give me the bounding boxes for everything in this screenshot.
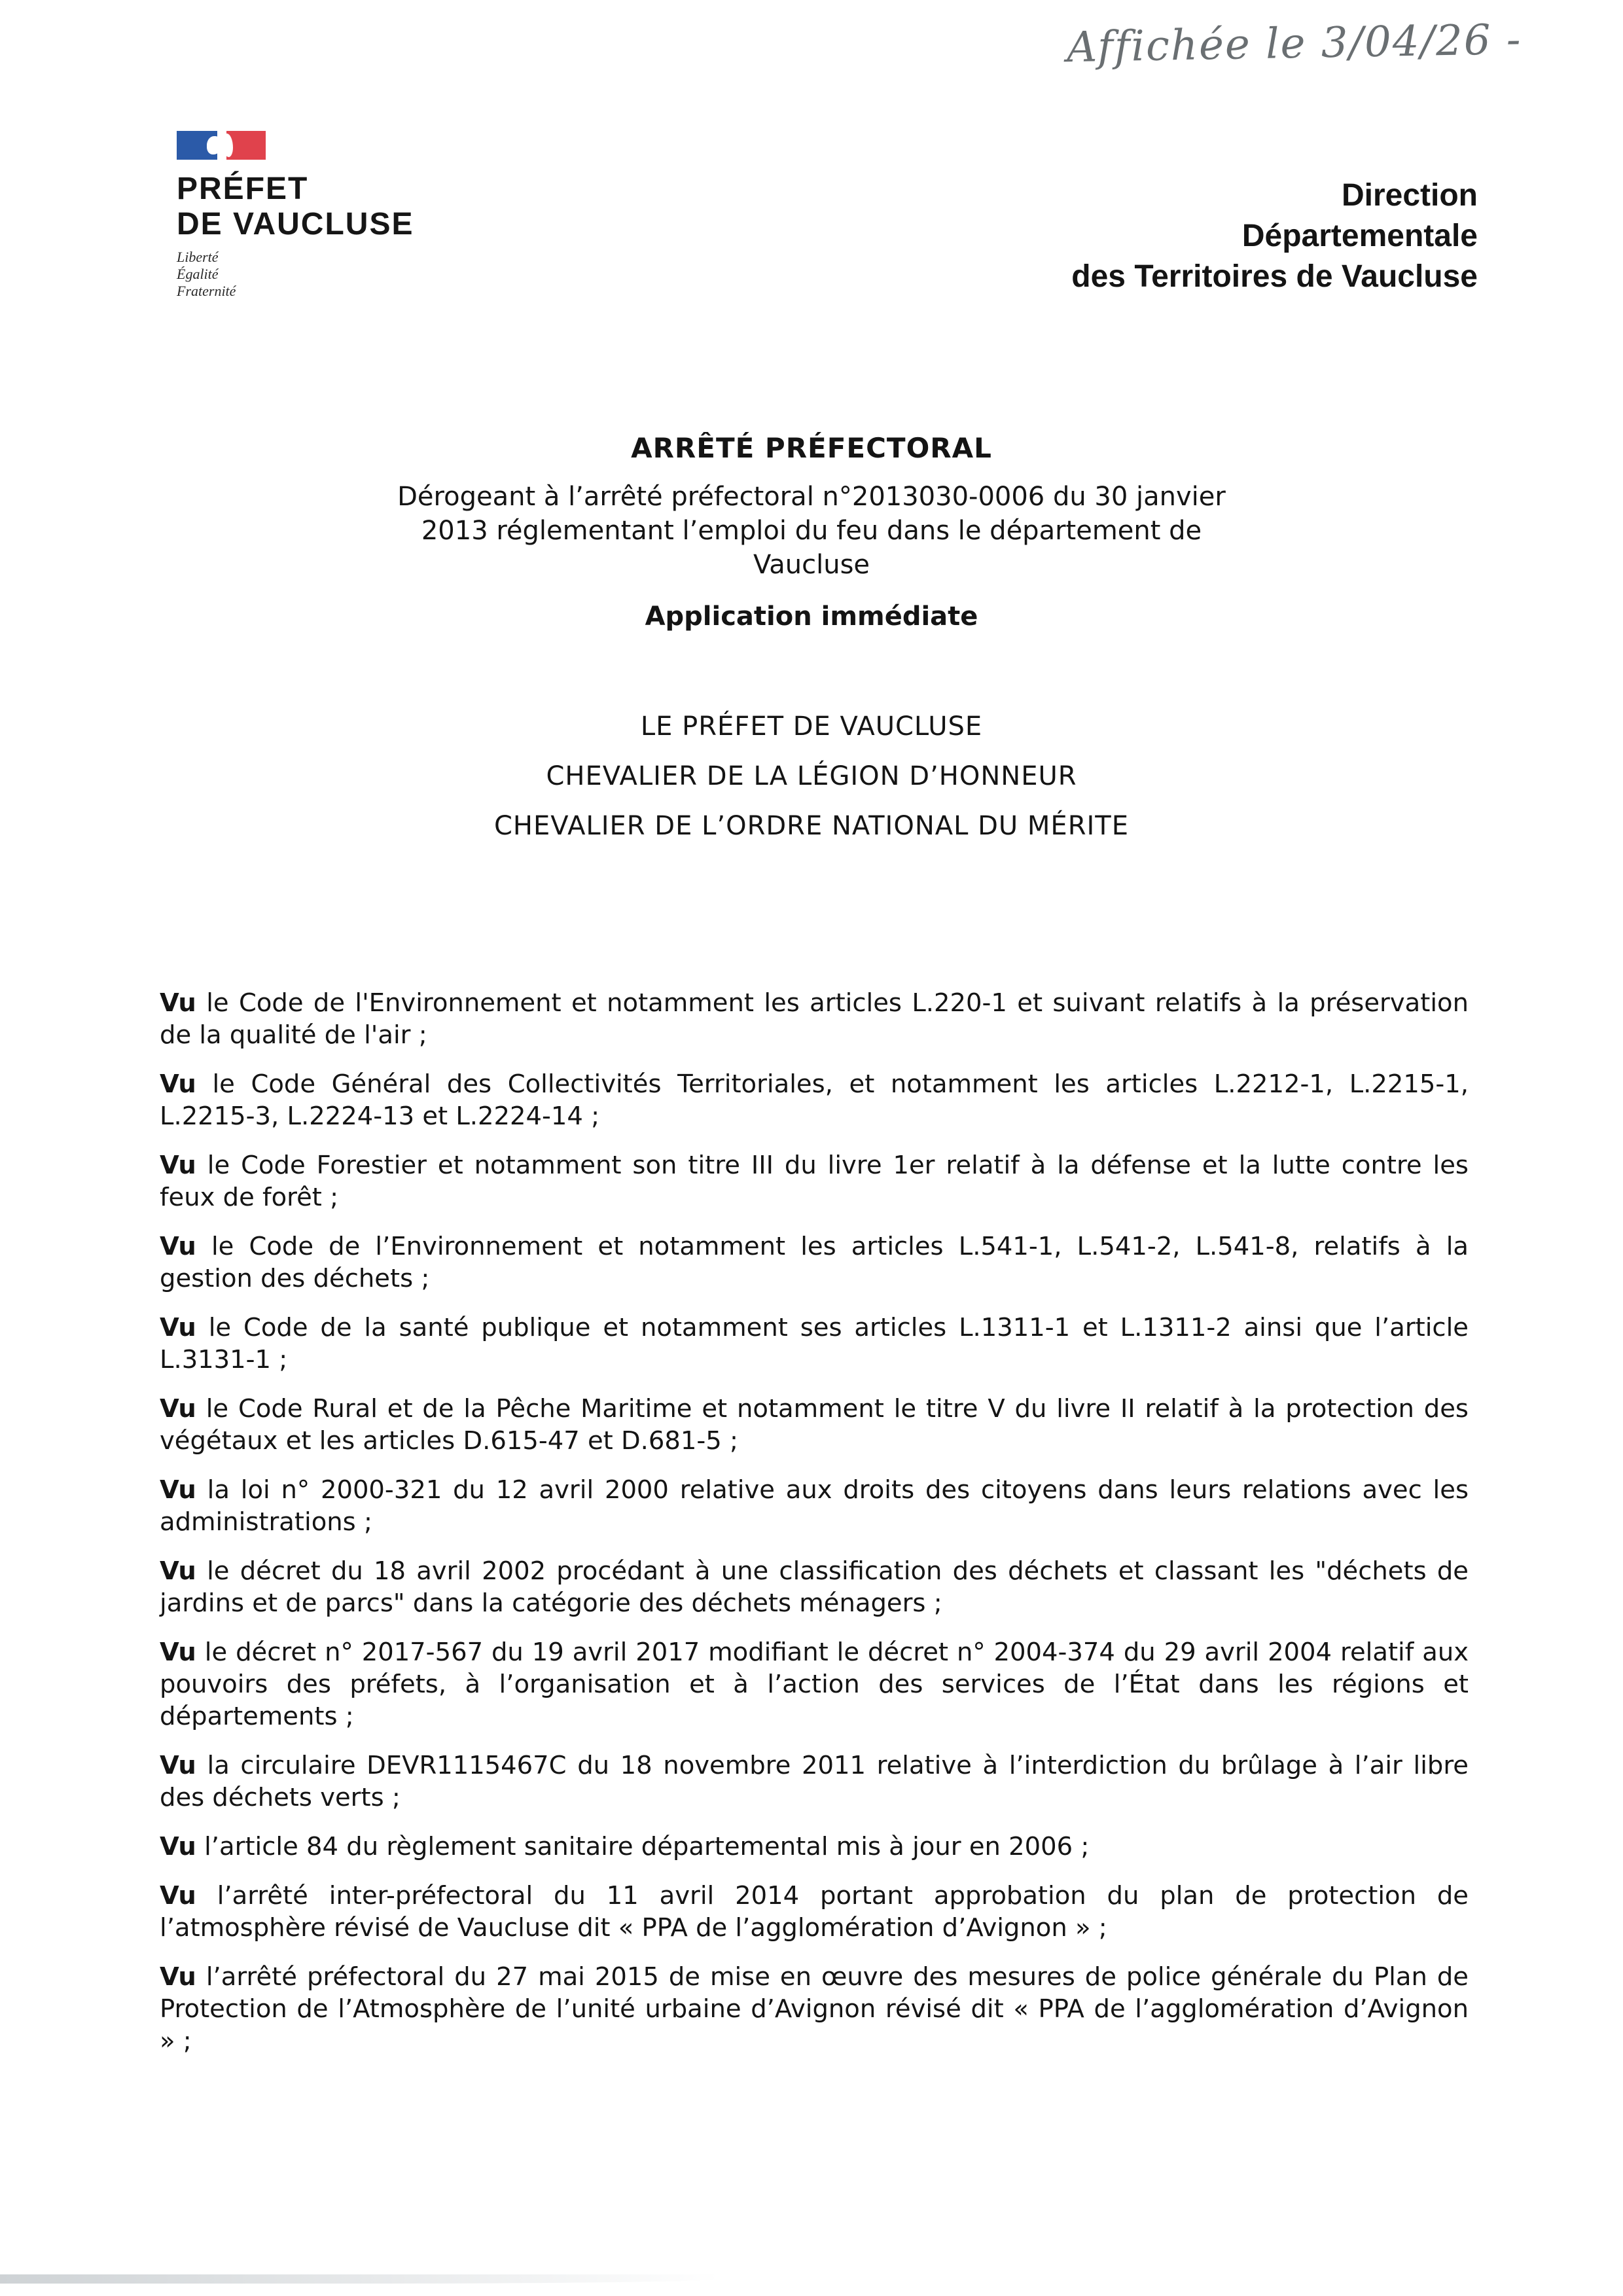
- french-flag-icon: [177, 131, 268, 160]
- prefect-titles: [0, 702, 1623, 851]
- visa-item: [160, 1068, 1469, 1132]
- visa-item: [160, 1474, 1469, 1538]
- handwritten-posting-note: Affichée le 3/04/26 -: [1066, 15, 1523, 73]
- visa-prefix: Vu: [160, 1394, 196, 1424]
- visa-text: la circulaire DEVR1115467C du 18 novembre 2011 relative à l’interdiction du brûlage à l’air libre des déchets verts ;: [160, 1751, 1469, 1812]
- visa-item: [160, 1149, 1469, 1213]
- visa-item: [160, 1636, 1469, 1732]
- visa-text: l’arrêté inter-préfectoral du 11 avril 2014 portant approbation du plan de protection de l’atmosphère révisé de Vaucluse dit « PPA de l’agglomération d’Avignon » ;: [160, 1881, 1469, 1943]
- visa-prefix: Vu: [160, 1475, 196, 1505]
- visa-text: le Code de l’Environnement et notamment les articles L.541-1, L.541-2, L.541-8, relatifs à la gestion des déchets ;: [160, 1232, 1469, 1293]
- direction-line3: des Territoires de Vaucluse: [1071, 259, 1478, 294]
- republic-motto: [177, 249, 414, 300]
- visa-prefix: Vu: [160, 1962, 196, 1992]
- motto-egalite: Égalité: [177, 266, 219, 282]
- visa-text: l’arrêté préfectoral du 27 mai 2015 de mise en œuvre des mesures de police générale du Plan de Protection de l’Atmosphère de l’unité urbaine d’Avignon révisé dit « PPA de l’agglomération d’Avignon » ;: [160, 1962, 1469, 2056]
- visa-prefix: Vu: [160, 1556, 196, 1586]
- visa-prefix: Vu: [160, 1232, 196, 1261]
- visa-text: l’article 84 du règlement sanitaire départemental mis à jour en 2006 ;: [204, 1832, 1090, 1861]
- prefect-line2: CHEVALIER DE LA LÉGION D’HONNEUR: [546, 761, 1077, 791]
- visa-item: [160, 1749, 1469, 1814]
- visa-item: [160, 1555, 1469, 1619]
- visa-text: le décret n° 2017-567 du 19 avril 2017 modifiant le décret n° 2004-374 du 29 avril 2004 relatif aux pouvoirs des préfets, à l’organisation et à l’action des services de l’État dans les régions et départements ;: [160, 1638, 1469, 1731]
- motto-fraternite: Fraternité: [177, 283, 236, 299]
- visa-prefix: Vu: [160, 1638, 196, 1667]
- logo-title-line1: PRÉFET: [177, 171, 309, 206]
- flag-blue-band: [177, 131, 217, 160]
- logo-title: [177, 171, 414, 242]
- visa-text: le Code Rural et de la Pêche Maritime et notamment le titre V du livre II relatif à la protection des végétaux et les articles D.615-47 et D.681-5 ;: [160, 1394, 1469, 1456]
- visa-text: la loi n° 2000-321 du 12 avril 2000 relative aux droits des citoyens dans leurs relations avec les administrations ;: [160, 1475, 1469, 1537]
- visa-prefix: Vu: [160, 1751, 196, 1780]
- prefect-line1: LE PRÉFET DE VAUCLUSE: [640, 711, 983, 742]
- visa-prefix: Vu: [160, 1881, 196, 1910]
- visa-prefix: Vu: [160, 988, 196, 1018]
- visa-text: le décret du 18 avril 2002 procédant à une classification des déchets et classant les "déchets de jardins et de parcs" dans la catégorie des déchets ménagers ;: [160, 1556, 1469, 1618]
- visa-item: [160, 987, 1469, 1051]
- visa-text: le Code Forestier et notamment son titre III du livre 1er relatif à la défense et la lutte contre les feux de forêt ;: [160, 1151, 1469, 1212]
- motto-liberte: Liberté: [177, 249, 219, 265]
- visa-item: [160, 1831, 1469, 1863]
- visa-text: le Code de l'Environnement et notamment les articles L.220-1 et suivant relatifs à la préservation de la qualité de l'air ;: [160, 988, 1469, 1050]
- flag-red-band: [226, 131, 266, 160]
- visa-item: [160, 1393, 1469, 1457]
- decree-title: ARRÊTÉ PRÉFECTORAL: [631, 432, 992, 464]
- scan-edge-shadow: [0, 2274, 720, 2284]
- visa-item: [160, 1312, 1469, 1376]
- decree-application: Application immédiate: [645, 601, 978, 632]
- visa-item: [160, 1880, 1469, 1944]
- visa-prefix: Vu: [160, 1151, 196, 1180]
- visa-item: [160, 1961, 1469, 2057]
- visa-prefix: Vu: [160, 1313, 196, 1342]
- direction-line1: Direction: [1341, 178, 1478, 213]
- visa-prefix: Vu: [160, 1832, 196, 1861]
- prefect-line3: CHEVALIER DE L’ORDRE NATIONAL DU MÉRITE: [493, 811, 1129, 841]
- direction-line2: Départementale: [1241, 219, 1478, 253]
- decree-heading: [0, 432, 1623, 632]
- logo-title-line2: DE VAUCLUSE: [177, 207, 414, 242]
- issuing-direction: [1071, 175, 1478, 297]
- visa-text: le Code Général des Collectivités Territoriales, et notamment les articles L.2212-1, L.2215-1, L.2215-3, L.2224-13 et L.2224-14 ;: [160, 1069, 1469, 1131]
- visas-list: [160, 987, 1469, 2074]
- decree-subtitle: Dérogeant à l’arrêté préfectoral n°2013030-0006 du 30 janvier 2013 réglementant l’emploi du feu dans le département de Vaucluse: [397, 482, 1226, 580]
- visa-text: le Code de la santé publique et notamment ses articles L.1311-1 et L.1311-2 ainsi que l’article L.3131-1 ;: [160, 1313, 1469, 1374]
- visa-prefix: Vu: [160, 1069, 196, 1099]
- prefecture-logo: [177, 131, 414, 300]
- visa-item: [160, 1230, 1469, 1295]
